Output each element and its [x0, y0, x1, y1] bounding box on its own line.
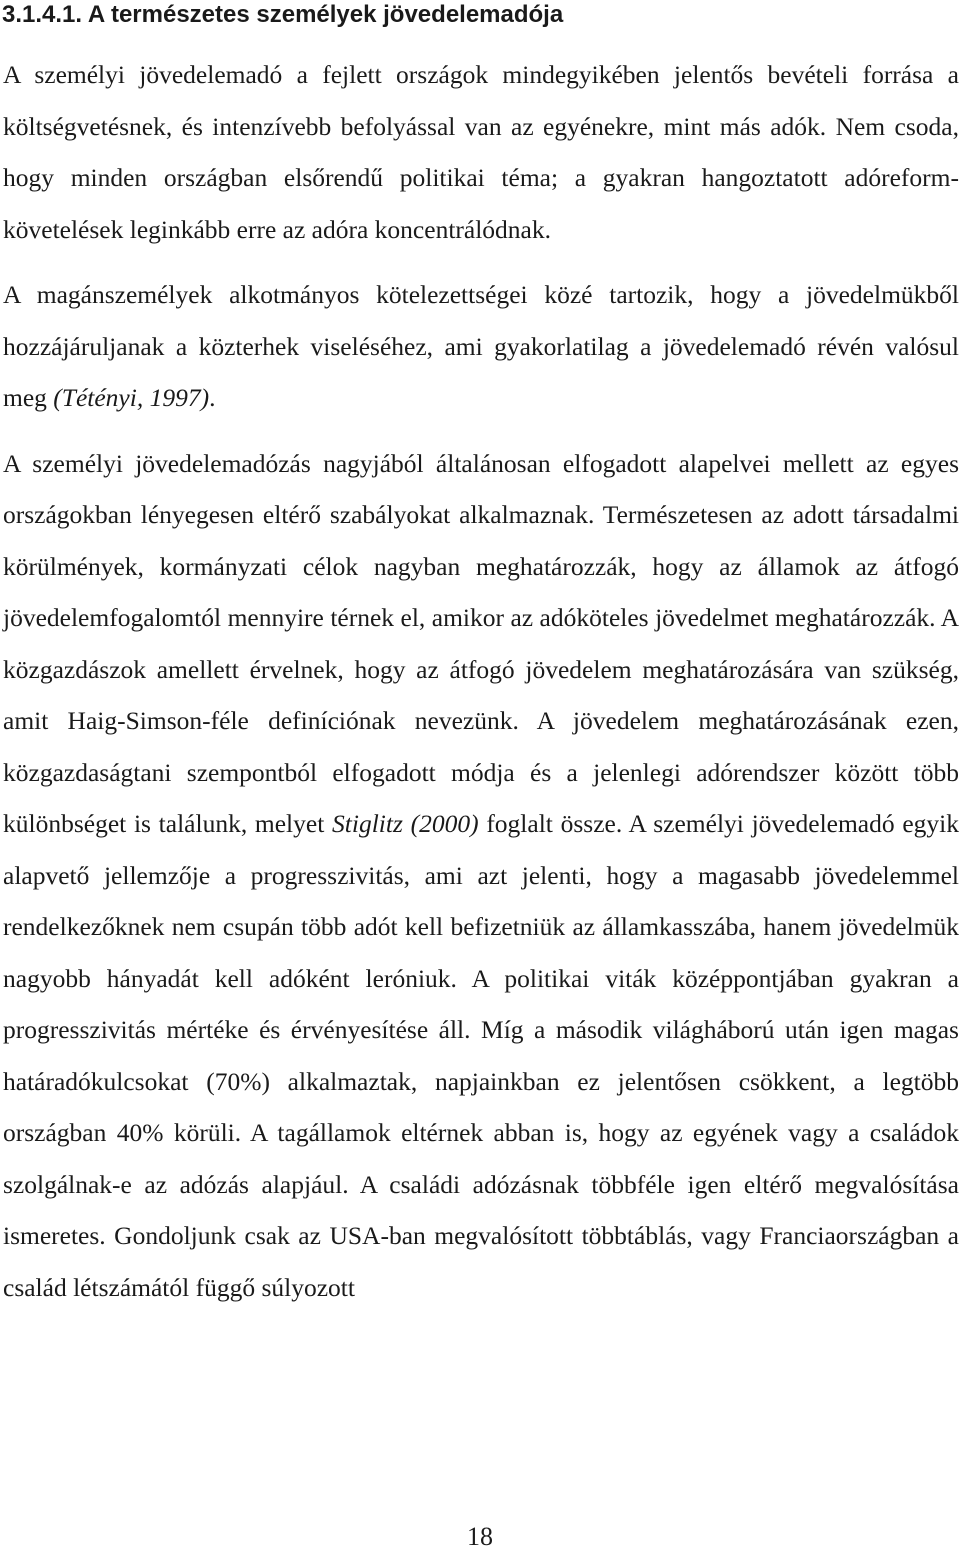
section-heading: 3.1.4.1. A természetes személyek jövedelemadója	[2, 1, 564, 28]
page-number: 18	[467, 1522, 493, 1551]
paragraph-2	[3, 269, 959, 424]
paragraph-2-end: .	[209, 383, 216, 412]
body-text	[3, 49, 959, 1313]
paragraph-1-text: A személyi jövedelemadó a fejlett országok mindegyikében jelentős bevételi forrása a költségvetésnek, és intenzívebb befolyással van az egyénekre, mint más adók. Nem csoda, hogy minden országban elsőrendű politikai téma; a gyakran hangoztatott adóreform-követelések leginkább erre az adóra koncentrálódnak.	[3, 60, 959, 244]
paragraph-3-text: A személyi jövedelemadózás nagyjából általánosan elfogadott alapelvei mellett az egyes országokban lényegesen eltérő szabályokat alkalmaznak. Természetesen az adott társadalmi körülmények, kormányzati célok nagyban meghatározzák, hogy az államok az átfogó jövedelemfogalomtól mennyire térnek el, amikor az adóköteles jövedelmet meghatározzák. A közgazdászok amellett érvelnek, hogy az átfogó jövedelem meghatározására van szükség, amit Haig-Simson-féle definíciónak nevezünk. A jövedelem meghatározásának ezen, közgazdaságtani szempontból elfogadott módja és a jelenlegi adórendszer között több különbséget is találunk, melyet	[3, 448, 959, 838]
paragraph-3-end: foglalt össze. A személyi jövedelemadó egyik alapvető jellemzője a progresszivitás, ami azt jelenti, hogy a magasabb jövedelemmel rendelkezőknek nem csupán több adót kell befizetniük az államkasszába, hanem jövedelmük nagyobb hányadát kell adóként leróniuk. A politikai viták középpontjában gyakran a progresszivitás mértéke és érvényesítése áll. Míg a második világháború után igen magas határadókulcsokat (70%) alkalmaztak, napjainkban ez jelentősen csökkent, a legtöbb országban 40% körüli. A tagállamok eltérnek abban is, hogy az egyének vagy a családok szolgálnak-e az adózás alapjául. A családi adózásnak többféle igen eltérő megvalósítása ismeretes. Gondoljunk csak az USA-ban megvalósított többtáblás, vagy Franciaországban a család létszámától függő súlyozott	[3, 809, 959, 1302]
citation-tetenyi: (Tétényi, 1997)	[53, 383, 210, 412]
paragraph-1	[3, 49, 959, 255]
citation-stiglitz: Stiglitz (2000)	[332, 809, 479, 838]
paragraph-2-text: A magánszemélyek alkotmányos kötelezettségei közé tartozik, hogy a jövedelmükből hozzájáruljanak a közterhek viseléséhez, ami gyakorlatilag a jövedelemadó révén valósul meg	[3, 280, 959, 412]
paragraph-3	[3, 438, 959, 1314]
